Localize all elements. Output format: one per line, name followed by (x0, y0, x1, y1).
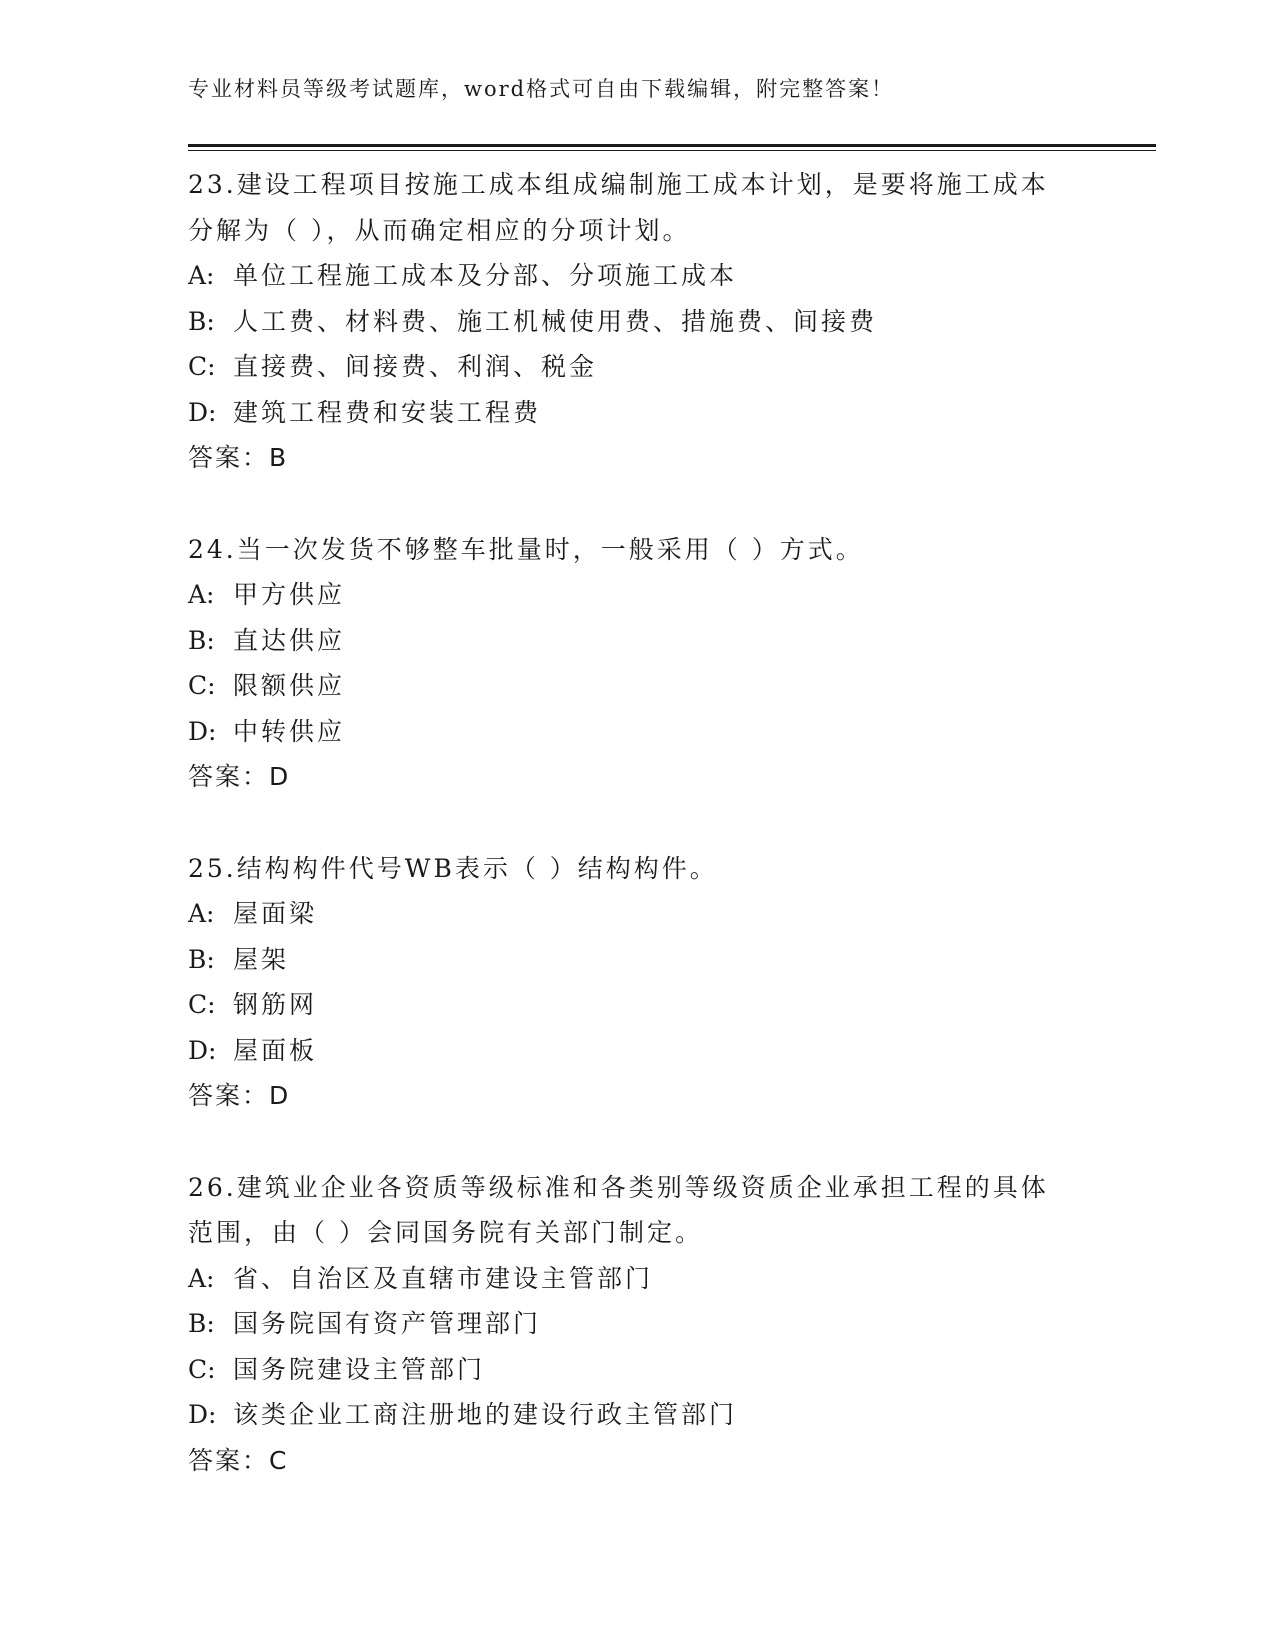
option-letter: D: (188, 397, 217, 427)
option-b (188, 299, 1088, 345)
option-text: 省、自治区及直辖市建设主管部门 (233, 1263, 654, 1293)
option-text: 直达供应 (233, 625, 346, 655)
option-letter: C: (188, 1354, 216, 1384)
option-d (188, 390, 1088, 436)
option-text: 该类企业工商注册地的建设行政主管部门 (233, 1400, 738, 1429)
option-text: 屋面板 (233, 1035, 318, 1065)
question-stem-line: 25.结构构件代号WB表示（ ）结构构件。 (188, 853, 718, 883)
option-b (188, 618, 1088, 664)
option-a (188, 1256, 1088, 1302)
answer-label: 答案：D (188, 762, 291, 791)
question-25 (188, 846, 1088, 1119)
option-text: 建筑工程费和安装工程费 (233, 397, 542, 427)
question-stem-line: 范围，由（ ）会同国务院有关部门制定。 (188, 1218, 703, 1247)
option-letter: A: (188, 1263, 215, 1293)
answer-label: 答案：D (188, 1081, 291, 1110)
question-stem-line: 分解为（ ），从而确定相应的分项计划。 (188, 215, 691, 245)
question-stem-line: 24.当一次发货不够整车批量时，一般采用（ ）方式。 (188, 534, 864, 564)
option-text: 钢筋网 (233, 990, 318, 1019)
option-c (188, 663, 1088, 709)
header-divider-thin (188, 150, 1156, 151)
option-text: 国务院建设主管部门 (233, 1354, 486, 1384)
option-d (188, 709, 1088, 755)
option-letter: A: (188, 899, 215, 928)
question-list (188, 162, 1088, 1529)
question-23 (188, 162, 1088, 481)
question-24 (188, 527, 1088, 800)
question-stem-line: 26.建筑业企业各资质等级标准和各类别等级资质企业承担工程的具体 (188, 1172, 1049, 1202)
option-c (188, 982, 1088, 1028)
option-a (188, 891, 1088, 937)
option-letter: A: (188, 580, 215, 609)
question-26 (188, 1165, 1088, 1484)
header-divider-thick (188, 144, 1156, 147)
option-text: 直接费、间接费、利润、税金 (233, 352, 598, 381)
question-stem-line: 23.建设工程项目按施工成本组成编制施工成本计划，是要将施工成本 (188, 170, 1049, 199)
option-c (188, 344, 1088, 390)
option-b (188, 937, 1088, 983)
option-letter: D: (188, 1400, 217, 1429)
option-letter: B: (188, 944, 215, 974)
option-letter: B: (188, 1309, 215, 1338)
option-text: 屋架 (233, 944, 290, 974)
answer-label: 答案：C (188, 1445, 289, 1475)
option-a (188, 253, 1088, 299)
option-letter: C: (188, 671, 216, 700)
option-d (188, 1028, 1088, 1074)
option-letter: A: (188, 261, 215, 290)
answer-label: 答案：B (188, 443, 289, 472)
option-letter: D: (188, 716, 217, 746)
option-letter: C: (188, 990, 216, 1019)
option-letter: B: (188, 306, 215, 336)
option-text: 甲方供应 (233, 580, 346, 609)
option-text: 屋面梁 (233, 899, 318, 928)
page-header: 专业材料员等级考试题库，word格式可自由下载编辑，附完整答案！ (188, 77, 895, 101)
option-letter: D: (188, 1035, 217, 1065)
option-c (188, 1347, 1088, 1393)
option-text: 人工费、材料费、施工机械使用费、措施费、间接费 (233, 306, 878, 336)
option-text: 中转供应 (233, 716, 346, 746)
option-b (188, 1301, 1088, 1347)
option-d (188, 1392, 1088, 1438)
option-letter: B: (188, 625, 215, 655)
option-text: 单位工程施工成本及分部、分项施工成本 (233, 261, 738, 290)
option-text: 国务院国有资产管理部门 (233, 1309, 542, 1338)
option-text: 限额供应 (233, 671, 346, 700)
option-letter: C: (188, 352, 216, 381)
option-a (188, 572, 1088, 618)
